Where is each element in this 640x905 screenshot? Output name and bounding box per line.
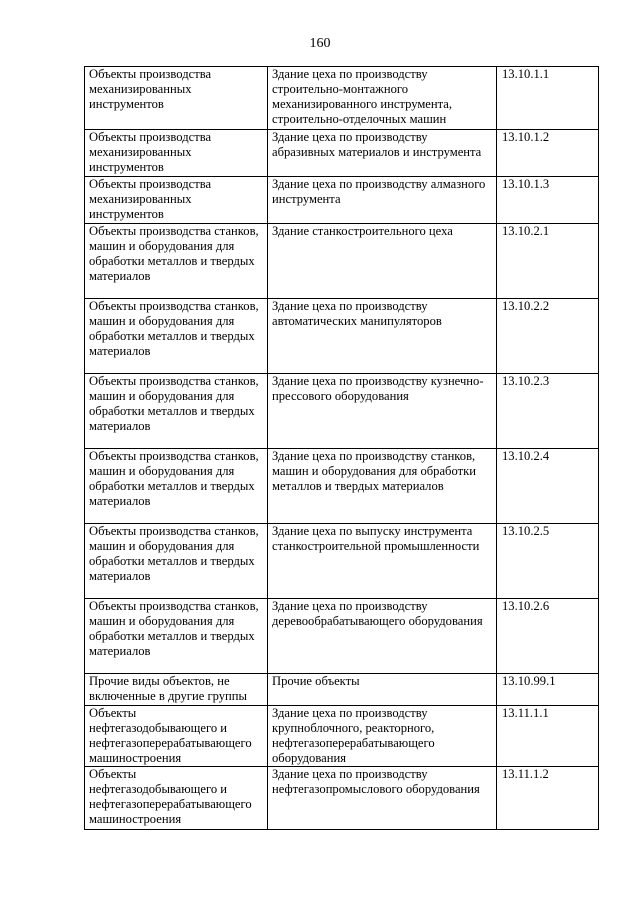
object-type-cell: Объекты производства станков, машин и оборудования для обработки металлов и твердых материалов	[85, 299, 268, 374]
object-type-cell: Объекты производства механизированных инструментов	[85, 177, 268, 224]
object-type-cell: Объекты нефтегазодобывающего и нефтегазоперерабатывающего машиностроения	[85, 706, 268, 767]
table-row	[85, 599, 599, 674]
description-cell: Здание цеха по производству строительно-монтажного механизированного инструмента, строительно-отделочных машин	[268, 67, 497, 130]
code-cell: 13.10.2.4	[497, 449, 599, 524]
object-type-cell: Объекты нефтегазодобывающего и нефтегазоперерабатывающего машиностроения	[85, 767, 268, 830]
description-cell: Здание цеха по выпуску инструмента станкостроительной промышленности	[268, 524, 497, 599]
table-row	[85, 674, 599, 706]
description-cell: Здание цеха по производству абразивных материалов и инструмента	[268, 130, 497, 177]
object-type-cell: Объекты производства механизированных инструментов	[85, 130, 268, 177]
table-row	[85, 767, 599, 830]
code-cell: 13.10.1.3	[497, 177, 599, 224]
description-cell: Здание цеха по производству станков, машин и оборудования для обработки металлов и твердых материалов	[268, 449, 497, 524]
object-type-cell: Прочие виды объектов, не включенные в другие группы	[85, 674, 268, 706]
object-type-cell: Объекты производства станков, машин и оборудования для обработки металлов и твердых материалов	[85, 224, 268, 299]
description-cell: Здание цеха по производству кузнечно-прессового оборудования	[268, 374, 497, 449]
description-cell: Здание цеха по производству деревообрабатывающего оборудования	[268, 599, 497, 674]
description-cell: Здание цеха по производству алмазного инструмента	[268, 177, 497, 224]
description-cell: Прочие объекты	[268, 674, 497, 706]
table-row	[85, 67, 599, 130]
description-cell: Здание цеха по производству автоматических манипуляторов	[268, 299, 497, 374]
object-type-cell: Объекты производства станков, машин и оборудования для обработки металлов и твердых материалов	[85, 449, 268, 524]
code-cell: 13.10.99.1	[497, 674, 599, 706]
classification-table	[84, 66, 599, 830]
code-cell: 13.11.1.1	[497, 706, 599, 767]
code-cell: 13.10.2.1	[497, 224, 599, 299]
code-cell: 13.10.2.3	[497, 374, 599, 449]
table-row	[85, 524, 599, 599]
object-type-cell: Объекты производства станков, машин и оборудования для обработки металлов и твердых материалов	[85, 524, 268, 599]
description-cell: Здание станкостроительного цеха	[268, 224, 497, 299]
table-row	[85, 130, 599, 177]
table-row	[85, 299, 599, 374]
description-cell: Здание цеха по производству крупноблочного, реакторного, нефтегазоперерабатывающего оборудования	[268, 706, 497, 767]
table-row	[85, 706, 599, 767]
code-cell: 13.10.1.2	[497, 130, 599, 177]
object-type-cell: Объекты производства станков, машин и оборудования для обработки металлов и твердых материалов	[85, 599, 268, 674]
code-cell: 13.10.2.5	[497, 524, 599, 599]
object-type-cell: Объекты производства станков, машин и оборудования для обработки металлов и твердых материалов	[85, 374, 268, 449]
code-cell: 13.11.1.2	[497, 767, 599, 830]
object-type-cell: Объекты производства механизированных инструментов	[85, 67, 268, 130]
page-number: 160	[309, 36, 331, 51]
description-cell: Здание цеха по производству нефтегазопромыслового оборудования	[268, 767, 497, 830]
code-cell: 13.10.2.2	[497, 299, 599, 374]
table-row	[85, 374, 599, 449]
table-row	[85, 224, 599, 299]
table-row	[85, 449, 599, 524]
table-row	[85, 177, 599, 224]
code-cell: 13.10.2.6	[497, 599, 599, 674]
code-cell: 13.10.1.1	[497, 67, 599, 130]
